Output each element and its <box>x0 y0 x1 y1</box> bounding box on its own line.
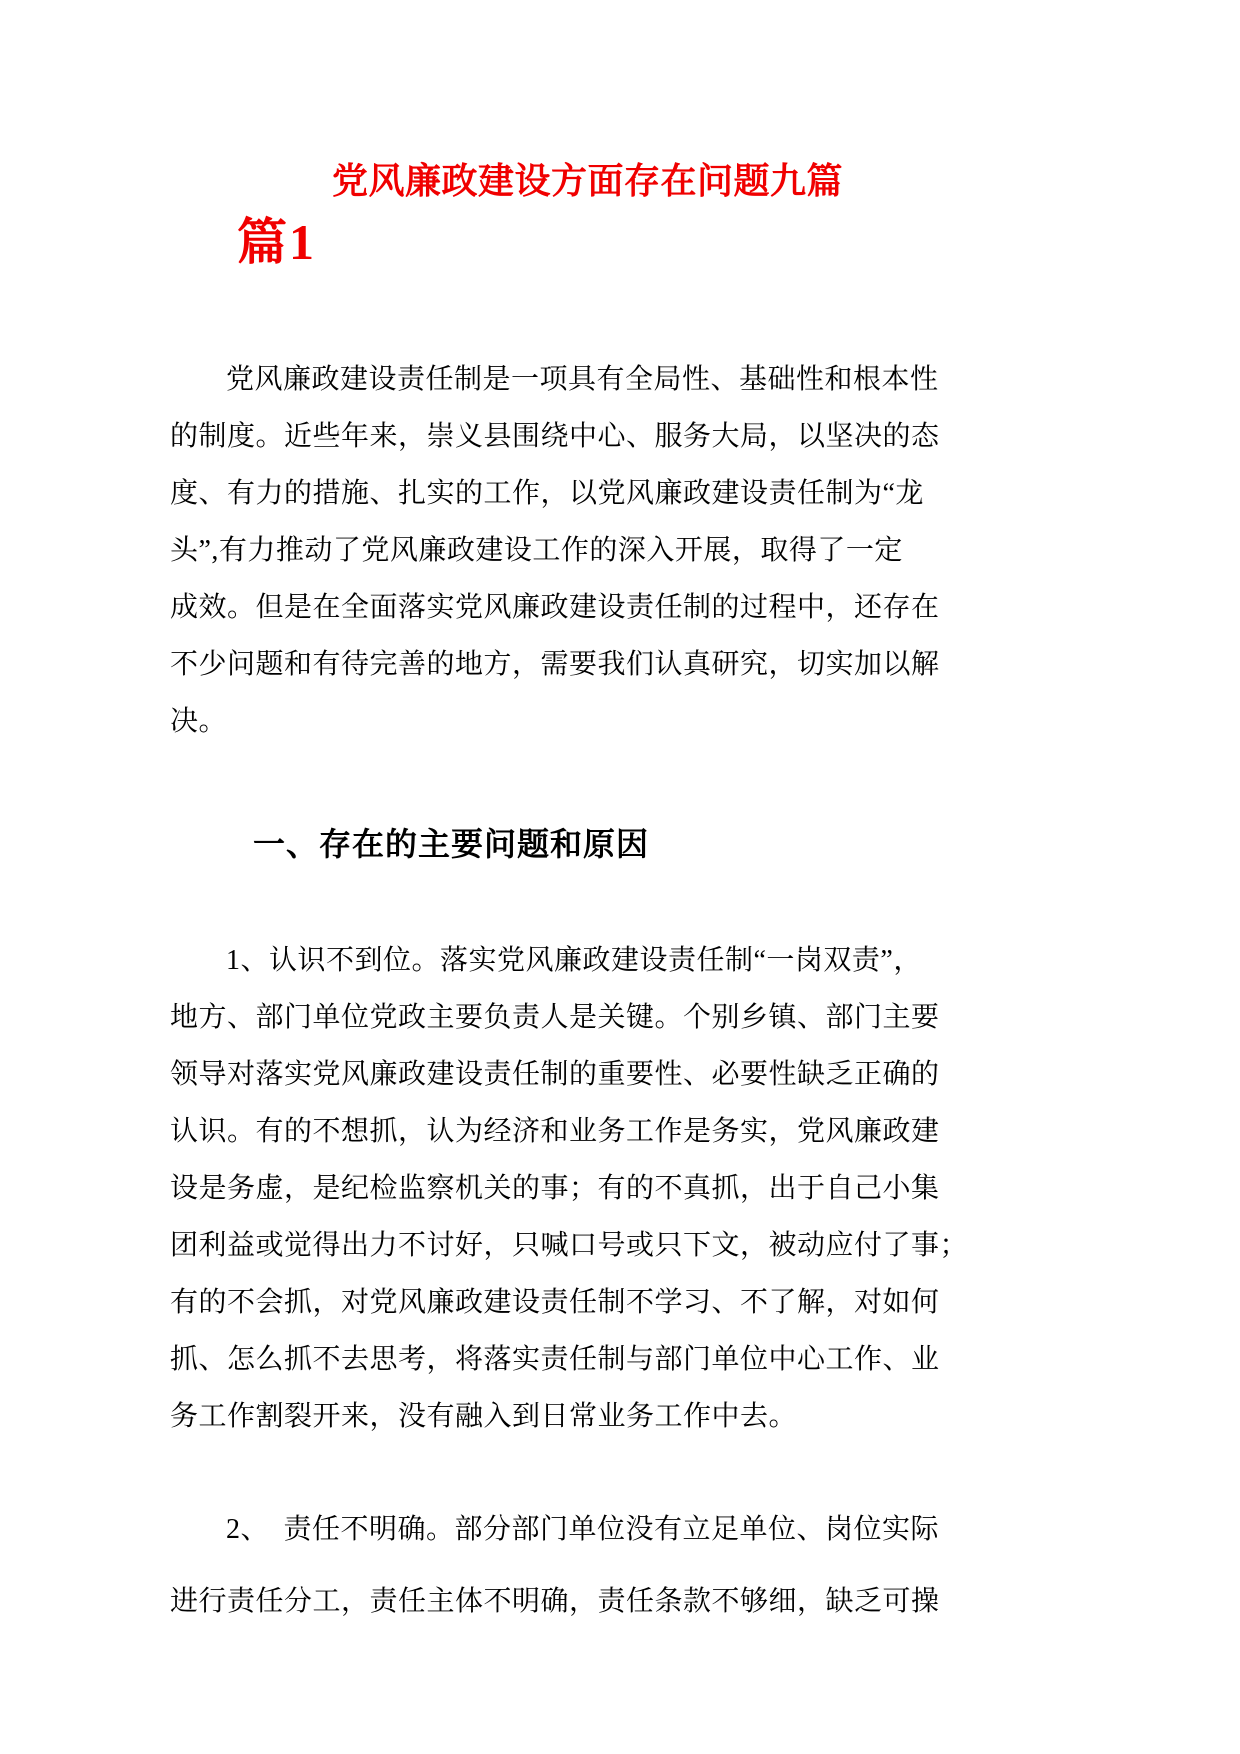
text-line: 团利益或觉得出力不讨好，只喊口号或只下文，被动应付了事； <box>170 1230 969 1261</box>
text-line: 地方、部门单位党政主要负责人是关键。个别乡镇、部门主要 <box>170 1002 940 1033</box>
text-line: 不少问题和有待完善的地方，需要我们认真研究，切实加以解 <box>170 649 940 680</box>
paragraph-problem-2 <box>170 1494 970 1638</box>
text-line: 头”,有力推动了党风廉政建设工作的深入开展，取得了一定 <box>170 535 903 566</box>
text-line: 度、有力的措施、扎实的工作，以党风廉政建设责任制为“龙 <box>170 478 924 509</box>
document-title: 党风廉政建设方面存在问题九篇 <box>331 160 843 201</box>
text-line: 党风廉政建设责任制是一项具有全局性、基础性和根本性 <box>226 364 939 395</box>
text-line: 领导对落实党风廉政建设责任制的重要性、必要性缺乏正确的 <box>170 1059 940 1090</box>
text-line: 的制度。近些年来，崇义县围绕中心、服务大局，以坚决的态 <box>170 421 940 452</box>
text-line: 务工作割裂开来，没有融入到日常业务工作中去。 <box>170 1401 798 1432</box>
text-line: 抓、怎么抓不去思考，将落实责任制与部门单位中心工作、业 <box>170 1344 940 1375</box>
text-line: 有的不会抓，对党风廉政建设责任制不学习、不了解，对如何 <box>170 1287 940 1318</box>
text-line: 2、 责任不明确。部分部门单位没有立足单位、岗位实际 <box>226 1514 940 1545</box>
section-1-heading: 一、存在的主要问题和原因 <box>253 826 650 862</box>
text-line: 1、认识不到位。落实党风廉政建设责任制“一岗双责”， <box>226 945 922 976</box>
section-label: 篇1 <box>237 214 316 270</box>
paragraph-problem-1 <box>170 932 970 1445</box>
text-line: 决。 <box>170 706 228 737</box>
paragraph-intro <box>170 351 970 750</box>
text-line: 进行责任分工，责任主体不明确，责任条款不够细，缺乏可操 <box>170 1586 940 1617</box>
text-line: 设是务虚，是纪检监察机关的事；有的不真抓，出于自己小集 <box>170 1173 940 1204</box>
text-line: 认识。有的不想抓，认为经济和业务工作是务实，党风廉政建 <box>170 1116 940 1147</box>
text-line: 成效。但是在全面落实党风廉政建设责任制的过程中，还存在 <box>170 592 940 623</box>
